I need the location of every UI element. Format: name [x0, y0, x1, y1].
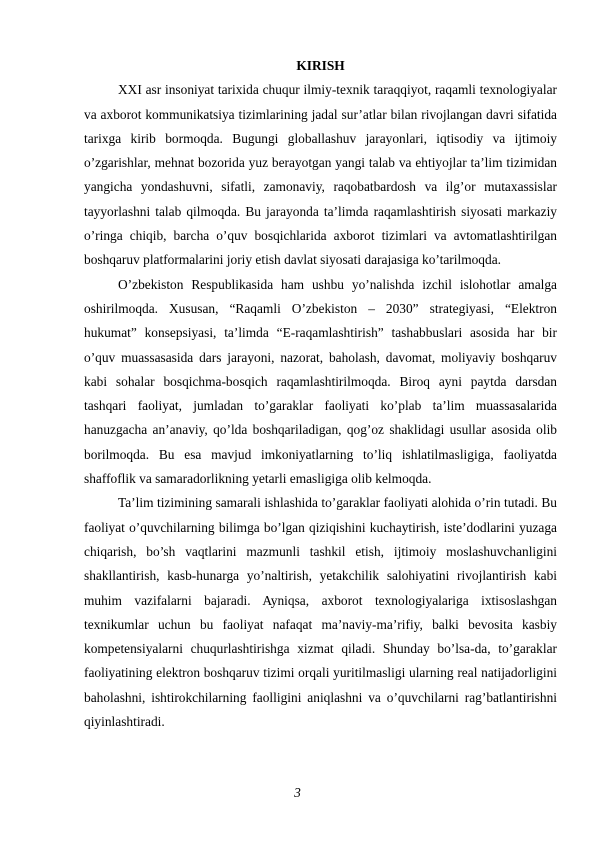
paragraph-2: O’zbekiston Respublikasida ham ushbu yo’nalishda izchil islohotlar amalga oshirilmoqda. Xususan, “Raqamli O’zbekiston – 2030” strategiyasi, “Elektron hukumat” konsepsiyasi, ta’limda “E-raqamlashtirish” tashabbuslari asosida har bir o’quv muassasasida dars jarayoni, nazorat, baholash, davomat, moliyaviy boshqaruv kabi sohalar bosqichma-bosqich raqamlashtirilmoqda. Biroq ayni paytda darsdan tashqari faoliyat, jumladan to’garaklar faoliyati ko’plab ta’lim muassasalarida hanuzgacha an’anaviy, qo’lda boshqariladigan, qog’oz shaklidagi usullar asosida olib borilmoqda. Bu esa mavjud imkoniyatlarning to’liq ishlatilmasligiga, faoliyatda shaffoflik va samaradorlikning yetarli emasligiga olib kelmoqda. [84, 276, 557, 487]
paragraph-1: XXI asr insoniyat tarixida chuqur ilmiy-texnik taraqqiyot, raqamli texnologiyalar va axborot kommunikatsiya tizimlarining jadal sur’atlar bilan rivojlangan davri sifatida tarixga kirib bormoqda. Bugungi globallashuv jarayonlari, iqtisodiy va ijtimoiy o’zgarishlar, mehnat bozorida yuz berayotgan yangi talab va ehtiyojlar ta’lim tizimidan yangicha yondashuvni, sifatli, zamonaviy, raqobatbardosh va ilg’or mutaxassislar tayyorlashni talab qilmoqda. Bu jarayonda ta’limda raqamlashtirish siyosati markaziy o’ringa chiqib, barcha o’quv bosqichlarida axborot tizimlari va avtomatlashtirilgan boshqaruv platformalarini joriy etish davlat siyosati darajasiga ko’tarilmoqda. [84, 82, 557, 268]
section-heading: KIRISH [296, 58, 345, 73]
page-number: 3 [294, 785, 301, 800]
document-page [84, 54, 557, 734]
paragraph-3: Ta’lim tizimining samarali ishlashida to’garaklar faoliyati alohida o’rin tutadi. Bu faoliyat o’quvchilarning bilimga bo’lgan qiziqishini kuchaytirish, iste’dodlarini yuzaga chiqarish, bo’sh vaqtlarini mazmunli tashkil etish, ijtimoiy moslashuvchanligini shakllantirish, kasb-hunarga yo’naltirish, yetakchilik salohiyatini rivojlantirish kabi muhim vazifalarni bajaradi. Ayniqsa, axborot texnologiyalariga ixtisoslashgan texnikumlar uchun bu faoliyat nafaqat ma’naviy-ma’rifiy, balki bevosita kasbiy kompetensiyalarni chuqurlashtirishga xizmat qiladi. Shunday bo’lsa-da, to’garaklar faoliyatining elektron boshqaruv tizimi orqali yuritilmasligi ularning real natijadorligini baholashni, ishtirokchilarning faolligini aniqlashni va o’quvchilarni rag’batlantirishni qiyinlashtiradi. [84, 495, 557, 730]
